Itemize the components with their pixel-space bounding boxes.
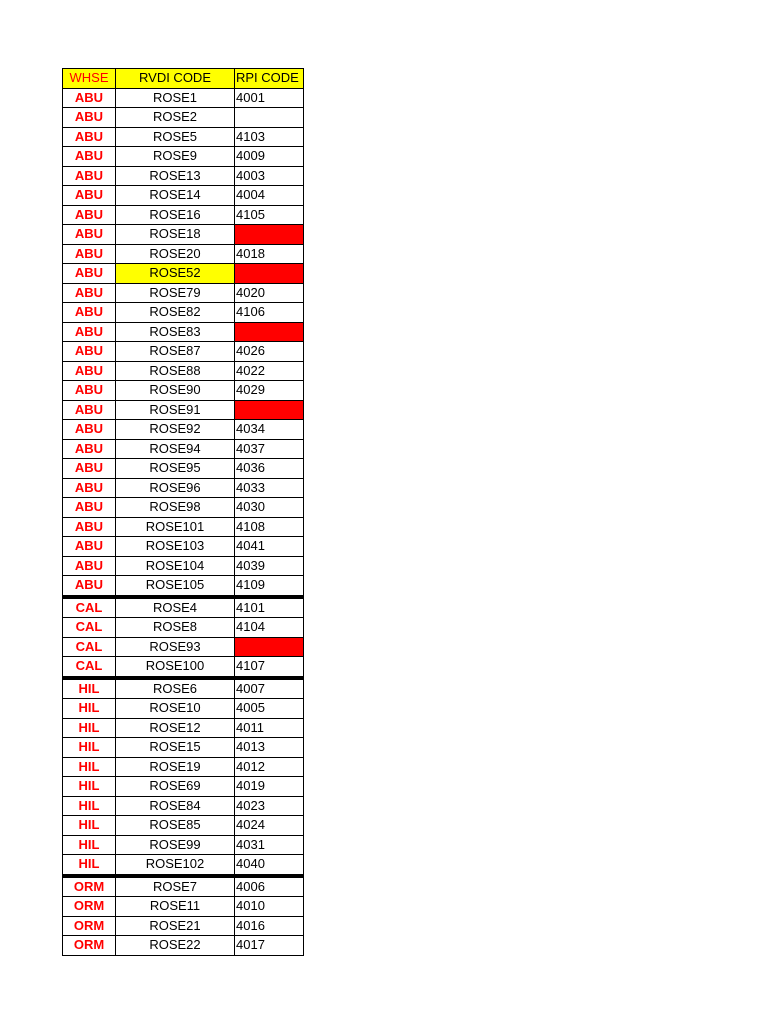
rpi-code-cell-missing[interactable] [235, 264, 304, 284]
table-row [63, 835, 304, 855]
rpi-code-cell[interactable]: 4023 [235, 796, 304, 816]
table-row [63, 777, 304, 797]
table-row [63, 718, 304, 738]
whse-cell[interactable]: HIL [63, 796, 116, 816]
rvdi-code-cell[interactable]: ROSE88 [116, 361, 235, 381]
table-row [63, 303, 304, 323]
whse-cell[interactable]: HIL [63, 757, 116, 777]
table-row [63, 637, 304, 657]
rpi-code-cell[interactable]: 4109 [235, 576, 304, 597]
whse-cell[interactable]: ABU [63, 225, 116, 245]
rvdi-code-cell[interactable]: ROSE18 [116, 225, 235, 245]
rpi-code-cell-missing[interactable] [235, 225, 304, 245]
table-row [63, 597, 304, 618]
rpi-code-cell[interactable]: 4013 [235, 738, 304, 758]
whse-cell[interactable]: ABU [63, 303, 116, 323]
table-row [63, 166, 304, 186]
rvdi-code-cell[interactable]: ROSE52 [116, 264, 235, 284]
table-row [63, 361, 304, 381]
table-row [63, 244, 304, 264]
rpi-code-cell[interactable]: 4039 [235, 556, 304, 576]
whse-cell[interactable]: ABU [63, 108, 116, 128]
header-row [63, 69, 304, 89]
table-row [63, 88, 304, 108]
table-row [63, 264, 304, 284]
rpi-code-cell[interactable]: 4036 [235, 459, 304, 479]
rpi-code-cell[interactable]: 4105 [235, 205, 304, 225]
rvdi-code-cell[interactable]: ROSE4 [116, 597, 235, 618]
whse-cell[interactable]: ABU [63, 400, 116, 420]
table-row [63, 439, 304, 459]
table-row [63, 897, 304, 917]
whse-cell[interactable]: ABU [63, 322, 116, 342]
rpi-code-cell[interactable]: 4001 [235, 88, 304, 108]
rvdi-code-cell[interactable]: ROSE21 [116, 916, 235, 936]
rpi-code-cell-missing[interactable] [235, 322, 304, 342]
rpi-code-cell[interactable]: 4004 [235, 186, 304, 206]
whse-cell[interactable]: CAL [63, 657, 116, 678]
whse-cell[interactable]: ABU [63, 342, 116, 362]
table-row [63, 420, 304, 440]
rpi-code-cell[interactable]: 4019 [235, 777, 304, 797]
rvdi-code-cell[interactable]: ROSE87 [116, 342, 235, 362]
whse-cell[interactable]: HIL [63, 835, 116, 855]
rvdi-code-cell[interactable]: ROSE93 [116, 637, 235, 657]
table-row [63, 186, 304, 206]
rpi-code-cell[interactable]: 4016 [235, 916, 304, 936]
table-row [63, 322, 304, 342]
header-rpi-code[interactable]: RPI CODE [235, 69, 304, 89]
whse-cell[interactable]: ORM [63, 876, 116, 897]
rvdi-code-cell[interactable]: ROSE92 [116, 420, 235, 440]
rvdi-code-cell[interactable]: ROSE91 [116, 400, 235, 420]
table-row [63, 283, 304, 303]
rvdi-code-cell[interactable]: ROSE13 [116, 166, 235, 186]
rvdi-code-cell[interactable]: ROSE11 [116, 897, 235, 917]
rpi-code-cell[interactable]: 4007 [235, 678, 304, 699]
table-row [63, 205, 304, 225]
whse-cell[interactable]: ABU [63, 381, 116, 401]
table-row [63, 916, 304, 936]
header-whse[interactable]: WHSE [63, 69, 116, 89]
table-row [63, 400, 304, 420]
rpi-code-cell[interactable]: 4104 [235, 618, 304, 638]
whse-cell[interactable]: ABU [63, 147, 116, 167]
table-row [63, 757, 304, 777]
rpi-code-cell[interactable]: 4026 [235, 342, 304, 362]
rvdi-code-cell[interactable]: ROSE104 [116, 556, 235, 576]
rvdi-code-cell[interactable]: ROSE94 [116, 439, 235, 459]
table-row [63, 478, 304, 498]
whse-cell[interactable]: ABU [63, 127, 116, 147]
rvdi-code-cell[interactable]: ROSE12 [116, 718, 235, 738]
whse-cell[interactable]: CAL [63, 637, 116, 657]
rvdi-code-cell[interactable]: ROSE22 [116, 936, 235, 956]
rpi-code-cell[interactable]: 4009 [235, 147, 304, 167]
rvdi-code-cell[interactable]: ROSE16 [116, 205, 235, 225]
rvdi-code-cell[interactable]: ROSE14 [116, 186, 235, 206]
rpi-code-cell[interactable]: 4033 [235, 478, 304, 498]
rpi-code-cell[interactable]: 4108 [235, 517, 304, 537]
whse-cell[interactable]: ABU [63, 537, 116, 557]
header-rvdi-code[interactable]: RVDI CODE [116, 69, 235, 89]
table-row [63, 381, 304, 401]
rpi-code-cell-missing[interactable] [235, 637, 304, 657]
rvdi-code-cell[interactable]: ROSE103 [116, 537, 235, 557]
table-row [63, 816, 304, 836]
whse-cell[interactable]: ABU [63, 478, 116, 498]
table-row [63, 498, 304, 518]
whse-cell[interactable]: ABU [63, 166, 116, 186]
whse-cell[interactable]: ABU [63, 361, 116, 381]
rpi-code-cell[interactable]: 4034 [235, 420, 304, 440]
table-row [63, 738, 304, 758]
whse-cell[interactable]: ABU [63, 517, 116, 537]
rpi-code-cell[interactable]: 4040 [235, 855, 304, 876]
rpi-code-cell[interactable]: 4041 [235, 537, 304, 557]
whse-cell[interactable]: ORM [63, 916, 116, 936]
table-row [63, 127, 304, 147]
rpi-code-cell[interactable]: 4005 [235, 699, 304, 719]
whse-cell[interactable]: CAL [63, 597, 116, 618]
table-body [63, 69, 304, 956]
table-row [63, 618, 304, 638]
table-row [63, 796, 304, 816]
whse-cell[interactable]: HIL [63, 678, 116, 699]
rvdi-code-cell[interactable]: ROSE98 [116, 498, 235, 518]
whse-cell[interactable]: HIL [63, 738, 116, 758]
table-row [63, 108, 304, 128]
rpi-code-cell[interactable]: 4106 [235, 303, 304, 323]
rvdi-code-cell[interactable]: ROSE10 [116, 699, 235, 719]
table-row [63, 537, 304, 557]
whse-cell[interactable]: ABU [63, 576, 116, 597]
table-row [63, 342, 304, 362]
table-row [63, 556, 304, 576]
rvdi-code-cell[interactable]: ROSE90 [116, 381, 235, 401]
whse-cell[interactable]: ABU [63, 186, 116, 206]
rvdi-code-cell[interactable]: ROSE95 [116, 459, 235, 479]
rvdi-code-cell[interactable]: ROSE82 [116, 303, 235, 323]
rvdi-code-cell[interactable]: ROSE19 [116, 757, 235, 777]
table-row [63, 147, 304, 167]
whse-cell[interactable]: ABU [63, 205, 116, 225]
rvdi-code-cell[interactable]: ROSE1 [116, 88, 235, 108]
whse-cell[interactable]: ABU [63, 283, 116, 303]
rpi-code-cell[interactable]: 4003 [235, 166, 304, 186]
warehouse-code-table [62, 68, 304, 956]
table-row [63, 517, 304, 537]
rpi-code-cell[interactable]: 4029 [235, 381, 304, 401]
whse-cell[interactable]: HIL [63, 855, 116, 876]
rvdi-code-cell[interactable]: ROSE15 [116, 738, 235, 758]
rvdi-code-cell[interactable]: ROSE100 [116, 657, 235, 678]
rvdi-code-cell[interactable]: ROSE85 [116, 816, 235, 836]
whse-cell[interactable]: HIL [63, 718, 116, 738]
table-row [63, 459, 304, 479]
rpi-code-cell[interactable]: 4022 [235, 361, 304, 381]
table-row [63, 936, 304, 956]
whse-cell[interactable]: HIL [63, 816, 116, 836]
rpi-code-cell[interactable]: 4006 [235, 876, 304, 897]
rvdi-code-cell[interactable]: ROSE83 [116, 322, 235, 342]
rvdi-code-cell[interactable]: ROSE20 [116, 244, 235, 264]
rpi-code-cell-missing[interactable] [235, 400, 304, 420]
rpi-code-cell[interactable]: 4030 [235, 498, 304, 518]
rvdi-code-cell[interactable]: ROSE5 [116, 127, 235, 147]
table-row [63, 876, 304, 897]
table-row [63, 657, 304, 678]
whse-cell[interactable]: ABU [63, 420, 116, 440]
whse-cell[interactable]: ABU [63, 244, 116, 264]
table-row [63, 699, 304, 719]
table-row [63, 225, 304, 245]
whse-cell[interactable]: ABU [63, 88, 116, 108]
table-row [63, 678, 304, 699]
whse-cell[interactable]: ABU [63, 498, 116, 518]
rpi-code-cell[interactable]: 4011 [235, 718, 304, 738]
rpi-code-cell[interactable]: 4107 [235, 657, 304, 678]
rvdi-code-cell[interactable]: ROSE84 [116, 796, 235, 816]
whse-cell[interactable]: ABU [63, 264, 116, 284]
rvdi-code-cell[interactable]: ROSE6 [116, 678, 235, 699]
whse-cell[interactable]: HIL [63, 699, 116, 719]
rvdi-code-cell[interactable]: ROSE102 [116, 855, 235, 876]
rpi-code-cell[interactable]: 4031 [235, 835, 304, 855]
rpi-code-cell[interactable]: 4012 [235, 757, 304, 777]
whse-cell[interactable]: CAL [63, 618, 116, 638]
rvdi-code-cell[interactable]: ROSE2 [116, 108, 235, 128]
rpi-code-cell[interactable]: 4020 [235, 283, 304, 303]
whse-cell[interactable]: ABU [63, 439, 116, 459]
whse-cell[interactable]: HIL [63, 777, 116, 797]
rvdi-code-cell[interactable]: ROSE99 [116, 835, 235, 855]
rpi-code-cell[interactable]: 4017 [235, 936, 304, 956]
whse-cell[interactable]: ABU [63, 556, 116, 576]
rvdi-code-cell[interactable]: ROSE7 [116, 876, 235, 897]
whse-cell[interactable]: ORM [63, 897, 116, 917]
rvdi-code-cell[interactable]: ROSE9 [116, 147, 235, 167]
rpi-code-cell[interactable]: 4024 [235, 816, 304, 836]
table-row [63, 855, 304, 876]
rpi-code-cell[interactable]: 4010 [235, 897, 304, 917]
rpi-code-cell[interactable]: 4018 [235, 244, 304, 264]
rvdi-code-cell[interactable]: ROSE79 [116, 283, 235, 303]
table-row [63, 576, 304, 597]
rpi-code-cell[interactable]: 4101 [235, 597, 304, 618]
whse-cell[interactable]: ORM [63, 936, 116, 956]
rvdi-code-cell[interactable]: ROSE8 [116, 618, 235, 638]
rpi-code-cell[interactable]: 4037 [235, 439, 304, 459]
whse-cell[interactable]: ABU [63, 459, 116, 479]
rvdi-code-cell[interactable]: ROSE69 [116, 777, 235, 797]
rpi-code-cell[interactable] [235, 108, 304, 128]
rvdi-code-cell[interactable]: ROSE105 [116, 576, 235, 597]
rvdi-code-cell[interactable]: ROSE96 [116, 478, 235, 498]
rpi-code-cell[interactable]: 4103 [235, 127, 304, 147]
rvdi-code-cell[interactable]: ROSE101 [116, 517, 235, 537]
